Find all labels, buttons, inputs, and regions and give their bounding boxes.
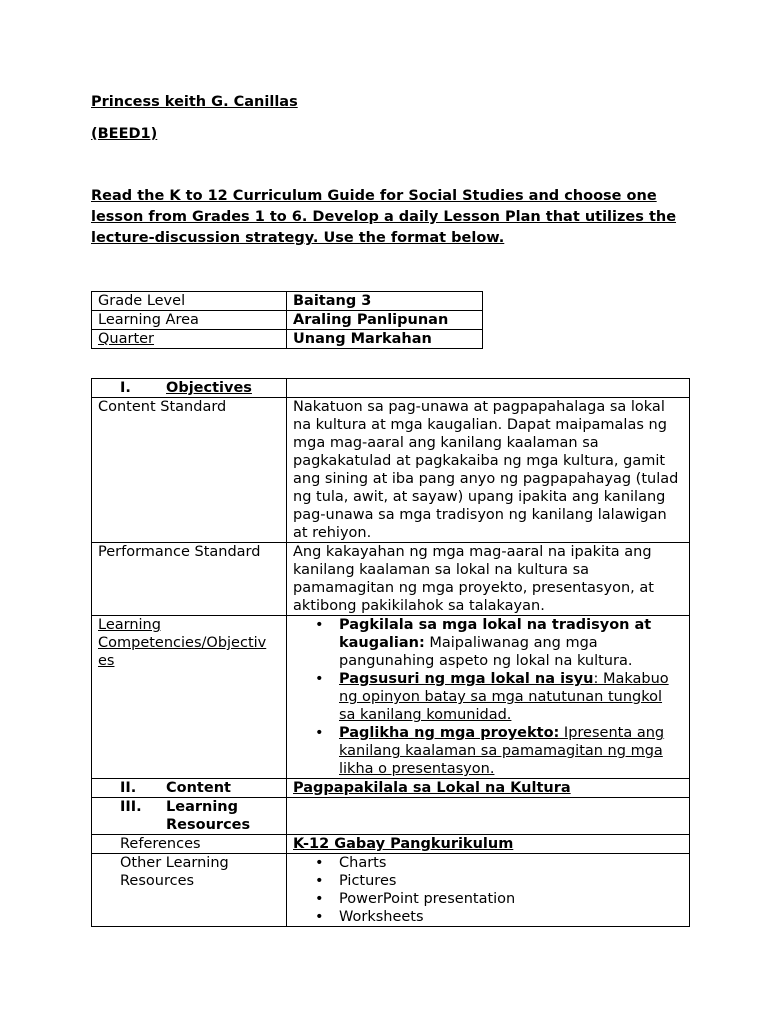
- content-label: Content: [166, 780, 231, 796]
- references-label: References: [120, 836, 201, 852]
- quarter-label: Quarter: [92, 330, 287, 349]
- quarter-value: Unang Markahan: [287, 330, 483, 349]
- objectives-header: [92, 379, 287, 398]
- table-row: [92, 854, 690, 927]
- other-resources-label: Other Learning Resources: [120, 855, 229, 889]
- table-row: [92, 616, 690, 779]
- table-row: [92, 835, 690, 854]
- table-row: [92, 398, 690, 543]
- table-row: [92, 779, 690, 798]
- resources-header: [92, 798, 287, 835]
- table-row: [92, 543, 690, 616]
- table-row: [92, 311, 483, 330]
- lesson-plan-table: [91, 378, 690, 927]
- other-resources-cell: [287, 854, 690, 927]
- list-item: [339, 670, 683, 724]
- list-item: [339, 616, 683, 670]
- empty-cell: [287, 798, 690, 835]
- content-standard-text: Nakatuon sa pag-unawa at pagpapahalaga sa lokal na kultura at mga kaugalian. Dapat maipamalas ng mga mag-aaral ang kanilang kaalaman sa pagkakatulad at pagkakaiba ng mga kultura, gamit ang sining at iba pang anyo ng pagpapahayag (tulad ng tula, awit, at sayaw) upang ipakita ang kanilang pag-unawa sa mga tradisyon ng kanilang lalawigan at rehiyon.: [287, 398, 690, 543]
- competencies-label: Learning Competencies/Objectiv es: [92, 616, 287, 779]
- competencies-cell: [287, 616, 690, 779]
- grade-level-value: Baitang 3: [287, 292, 483, 311]
- author-name: Princess keith G. Canillas: [91, 94, 298, 110]
- performance-standard-text: Ang kakayahan ng mga mag-aaral na ipakita ang kanilang kaalaman sa lokal na kultura sa pamamagitan ng mga proyekto, presentasyon, at aktibong pakikilahok sa talakayan.: [287, 543, 690, 616]
- empty-cell: [287, 379, 690, 398]
- table-row: [92, 330, 483, 349]
- competency-text: Maipaliwanag ang mga pangunahing aspeto ng lokal na kultura.: [339, 635, 633, 669]
- list-item: • PowerPoint presentation: [339, 890, 683, 908]
- content-header: [92, 779, 287, 798]
- competencies-list: [293, 616, 683, 778]
- list-item: [339, 724, 683, 778]
- other-resources-list: [293, 854, 683, 926]
- resources-number: III.: [120, 799, 142, 815]
- list-item: • Pictures: [339, 872, 683, 890]
- content-standard-label: Content Standard: [92, 398, 287, 543]
- course-label: (BEED1): [91, 126, 158, 142]
- instructions-text: Read the K to 12 Curriculum Guide for Social Studies and choose one lesson from Grades 1 to 6. Develop a daily Lesson Plan that utilizes the lecture-discussion strategy. Use the format below.: [91, 188, 677, 246]
- list-item: • Charts: [339, 854, 683, 872]
- performance-standard-label: Performance Standard: [92, 543, 287, 616]
- table-row: [92, 379, 690, 398]
- grade-level-label: Grade Level: [92, 292, 287, 311]
- other-resources-label-cell: [92, 854, 287, 927]
- references-value: K-12 Gabay Pangkurikulum: [287, 835, 690, 854]
- content-number: II.: [120, 780, 137, 796]
- competency-title: Pagsusuri ng mga lokal na isyu: [339, 671, 594, 687]
- learning-area-value: Araling Panlipunan: [287, 311, 483, 330]
- objectives-label: Objectives: [166, 380, 252, 396]
- table-row: [92, 292, 483, 311]
- resources-label: Learning Resources: [166, 799, 251, 833]
- competency-title: Paglikha ng mga proyekto:: [339, 725, 560, 741]
- references-label-cell: [92, 835, 287, 854]
- competency-title: Pagkilala sa mga lokal na tradisyon at kaugalian:: [339, 617, 652, 651]
- list-item: • Worksheets: [339, 908, 683, 926]
- info-table: [91, 291, 483, 349]
- competency-text: : Makabuo ng opinyon batay sa mga natutunan tungkol sa kanilang komunidad.: [339, 671, 669, 723]
- learning-area-label: Learning Area: [92, 311, 287, 330]
- objectives-number: I.: [120, 380, 131, 396]
- competency-text: Ipresenta ang kanilang kaalaman sa pamamagitan ng mga likha o presentasyon.: [339, 725, 665, 777]
- table-row: [92, 798, 690, 835]
- content-value: Pagpapakilala sa Lokal na Kultura: [287, 779, 690, 798]
